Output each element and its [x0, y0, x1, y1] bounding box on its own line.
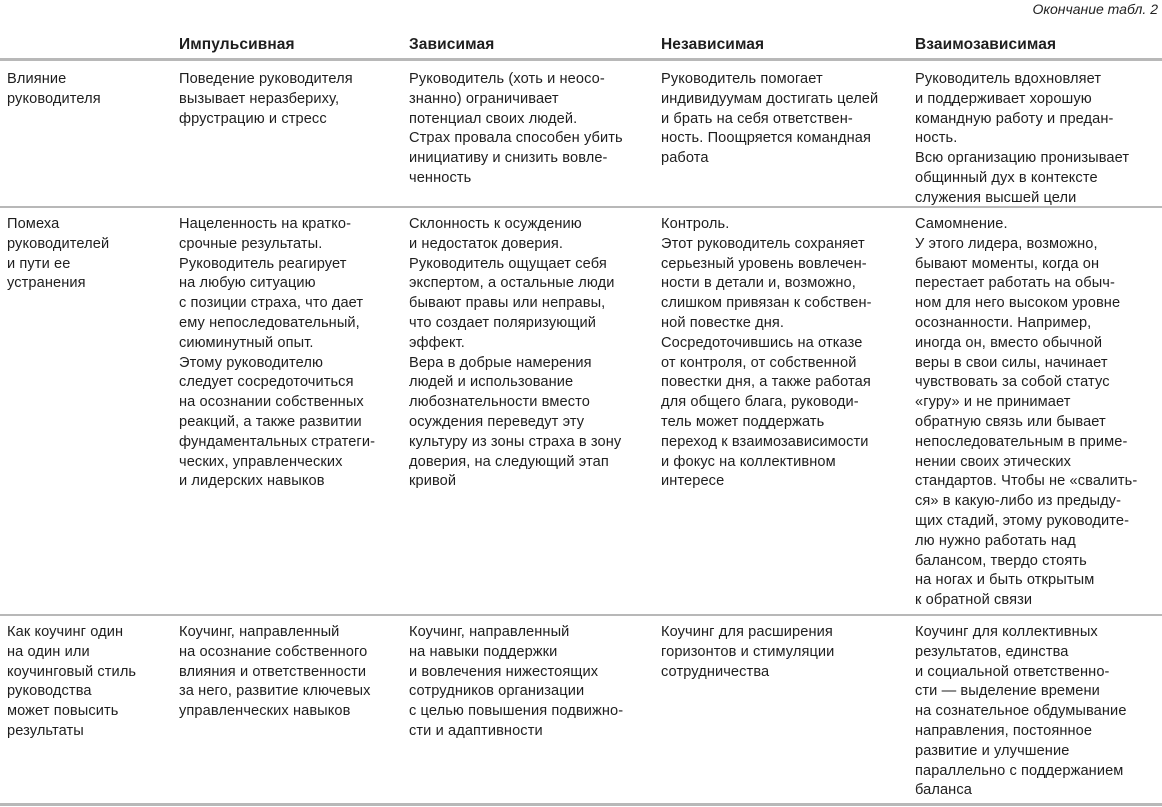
table-cell: Руководитель (хоть и неосо- знанно) ограничивает потенциал своих людей. Страх провала способен убить инициативу и снизить вовле- ченность	[409, 71, 623, 186]
header-interdependent: Взаимозависимая	[915, 36, 1057, 53]
row-label: Помеха руководителей и пути ее устранения	[7, 216, 110, 292]
row-label: Влияние руководителя	[7, 71, 101, 107]
table-row	[0, 616, 1162, 806]
table-caption: Окончание табл. 2	[1032, 1, 1158, 17]
header-impulsive: Импульсивная	[179, 36, 295, 53]
table-cell: Руководитель вдохновляет и поддерживает хорошую командную работу и предан- ность. Всю организацию пронизывает общинный дух в контексте служения высшей цели	[915, 71, 1130, 206]
table-cell: Руководитель помогает индивидуумам достигать целей и брать на себя ответствен- ность. Поощряется командная работа	[661, 71, 879, 167]
table-cell: Коучинг, направленный на осознание собственного влияния и ответственности за него, развитие ключевых управленческих навыков	[179, 624, 371, 720]
table-row	[0, 61, 1162, 208]
table-row	[0, 208, 1162, 616]
table-cell: Контроль. Этот руководитель сохраняет серьезный уровень вовлечен- ности в детали и, возможно, слишком привязан к собствен- ной повестке дня. Сосредоточившись на отказе от контроля, от собственной повестки дня, а также работая для общего блага, руководи- тель может поддержать переход к взаимозависимости и фокус на коллективном интересе	[661, 216, 872, 490]
table-cell: Самомнение. У этого лидера, возможно, бывают моменты, когда он перестает работать на обыч- ном для него высоком уровне осознанности. Например, иногда он, вместо обычной веры в свои силы, начинает чувствовать за собой статус «гуру» и не принимает обратную связь или бывает непоследовательным в приме- нении своих этических стандартов. Чтобы не «свалить- ся» в какую-либо из предыду- щих стадий, этому руководите- лю нужно работать над балансом, твердо стоять на ногах и быть открытым к обратной связи	[915, 216, 1138, 609]
table-cell: Нацеленность на кратко- срочные результаты. Руководитель реагирует на любую ситуацию с позиции страха, что дает ему непоследовательный, сиюминутный опыт. Этому руководителю следует сосредоточиться на осознании собственных реакций, а также развитии фундаментальных стратеги- ческих, управленческих и лидерских навыков	[179, 216, 376, 490]
header-dependent: Зависимая	[409, 36, 495, 53]
row-label: Как коучинг один на один или коучинговый стиль руководства может повысить результаты	[7, 624, 137, 739]
comparison-table	[0, 28, 1162, 806]
table-header-row	[0, 28, 1162, 61]
table-cell: Коучинг, направленный на навыки поддержки и вовлечения нижестоящих сотрудников организации с целью повышения подвижно- сти и адаптивности	[409, 624, 624, 739]
table-cell: Коучинг для расширения горизонтов и стимуляции сотрудничества	[661, 624, 835, 680]
table-cell: Склонность к осуждению и недостаток доверия. Руководитель ощущает себя экспертом, а остальные люди бывают правы или неправы, что создает поляризующий эффект. Вера в добрые намерения людей и использование любознательности вместо осуждения переведут эту культуру из зоны страха в зону доверия, на следующий этап кривой	[409, 216, 622, 490]
table-cell: Поведение руководителя вызывает неразбериху, фрустрацию и стресс	[179, 71, 353, 127]
header-independent: Независимая	[661, 36, 765, 53]
table-cell: Коучинг для коллективных результатов, единства и социальной ответственно- сти — выделение времени на сознательное обдумывание направления, постоянное развитие и улучшение параллельно с поддержанием баланса	[915, 624, 1127, 799]
